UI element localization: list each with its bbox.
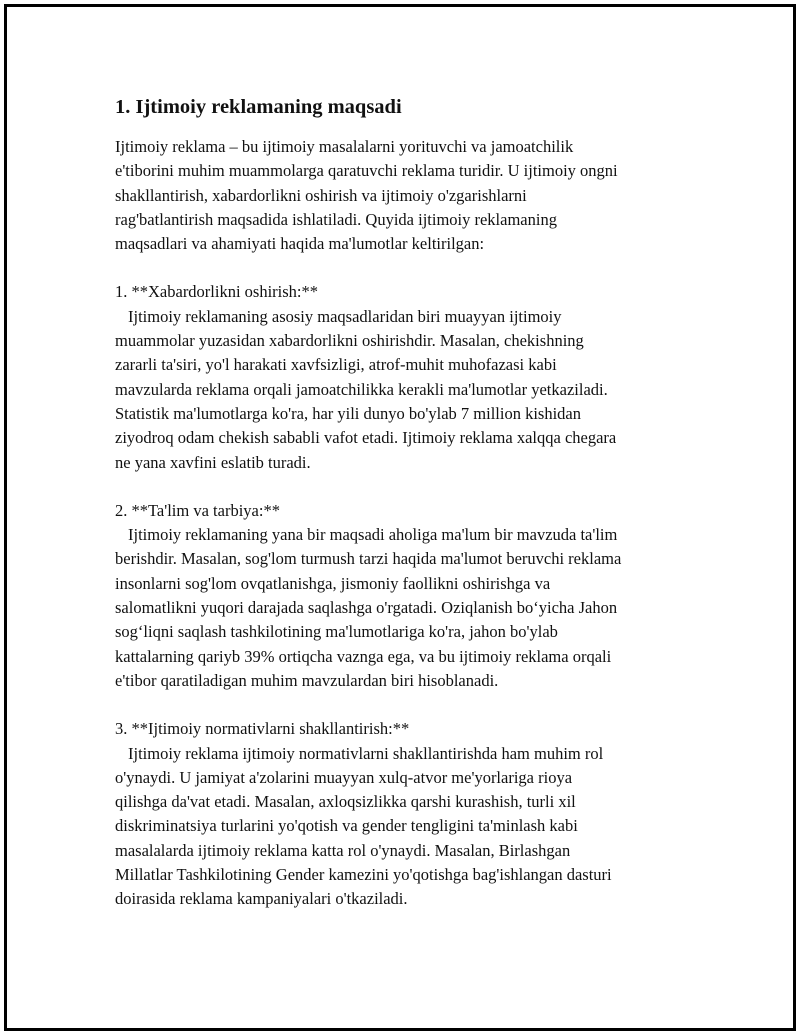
page-title: 1. Ijtimoiy reklamaning maqsadi [115,96,402,118]
section-3-title: 3. **Ijtimoiy normativlarni shakllantirish:** [115,719,410,739]
section-1-body [115,305,695,475]
section-2-body-text: Ijtimoiy reklamaning yana bir maqsadi aholiga ma'lum bir mavzuda ta'lim berishdir. Masalan, sog'lom turmush tarzi haqida ma'lumot beruvchi reklama insonlarni sog'lom ovqatlanishga, jismoniy faollikni oshirishga va salomatlikni yuqori darajada saqlashga o'rgatadi. Oziqlanish bo‘yicha Jahon sog‘liqni saqlash tashkilotining ma'lumotlariga ko'ra, jahon bo'ylab kattalarning qariyb 39% ortiqcha vaznga ega, va bu ijtimoiy reklama orqali e'tibor qaratiladigan muhim mavzulardan biri hisoblanadi. [115,525,622,690]
intro-paragraph: Ijtimoiy reklama – bu ijtimoiy masalalarni yorituvchi va jamoatchilik e'tiborini muhim muammolarga qaratuvchi reklama turidir. U ijtimoiy ongni shakllantirish, xabardorlikni oshirish va ijtimoiy o'zgarishlarni rag'batlantirish maqsadida ishlatiladi. Quyida ijtimoiy reklamaning maqsadlari va ahamiyati haqida ma'lumotlar keltirilgan: [115,137,618,254]
section-2-title: 2. **Ta'lim va tarbiya:** [115,500,280,520]
section-2 [115,499,695,693]
document-content [115,93,695,912]
section-2-body [115,523,695,693]
section-1-title: 1. **Xabardorlikni oshirish:** [115,282,319,302]
section-1 [115,280,695,474]
section-1-body-text: Ijtimoiy reklamaning asosiy maqsadlaridan biri muayyan ijtimoiy muammolar yuzasidan xabardorlikni oshirishdir. Masalan, chekishning zararli ta'siri, yo'l harakati xavfsizligi, atrof-muhit muhofazasi kabi mavzularda reklama orqali jamoatchilikka kerakli ma'lumotlar yetkaziladi. Statistik ma'lumotlarga ko'ra, har yili dunyo bo'ylab 7 million kishidan ziyodroq odam chekish sababli vafot etadi. Ijtimoiy reklama xalqqa chegara ne yana xavfini eslatib turadi. [115,306,617,472]
section-3-body-text: Ijtimoiy reklama ijtimoiy normativlarni shakllantirishda ham muhim rol o'ynaydi. U jamiyat a'zolarini muayyan xulq-atvor me'yorlariga rioya qilishga da'vat etadi. Masalan, axloqsizlikka qarshi kurashish, turli xil diskriminatsiya turlarini yo'qotish va gender tengligini ta'minlash kabi masalalarda ijtimoiy reklama katta rol o'ynaydi. Masalan, Birlashgan Millatlar Tashkilotining Gender kamezini yo'qotishga bag'ishlangan dasturi doirasida reklama kampaniyalari o'tkaziladi. [115,743,612,909]
section-3-body [115,742,695,912]
section-3 [115,717,695,911]
